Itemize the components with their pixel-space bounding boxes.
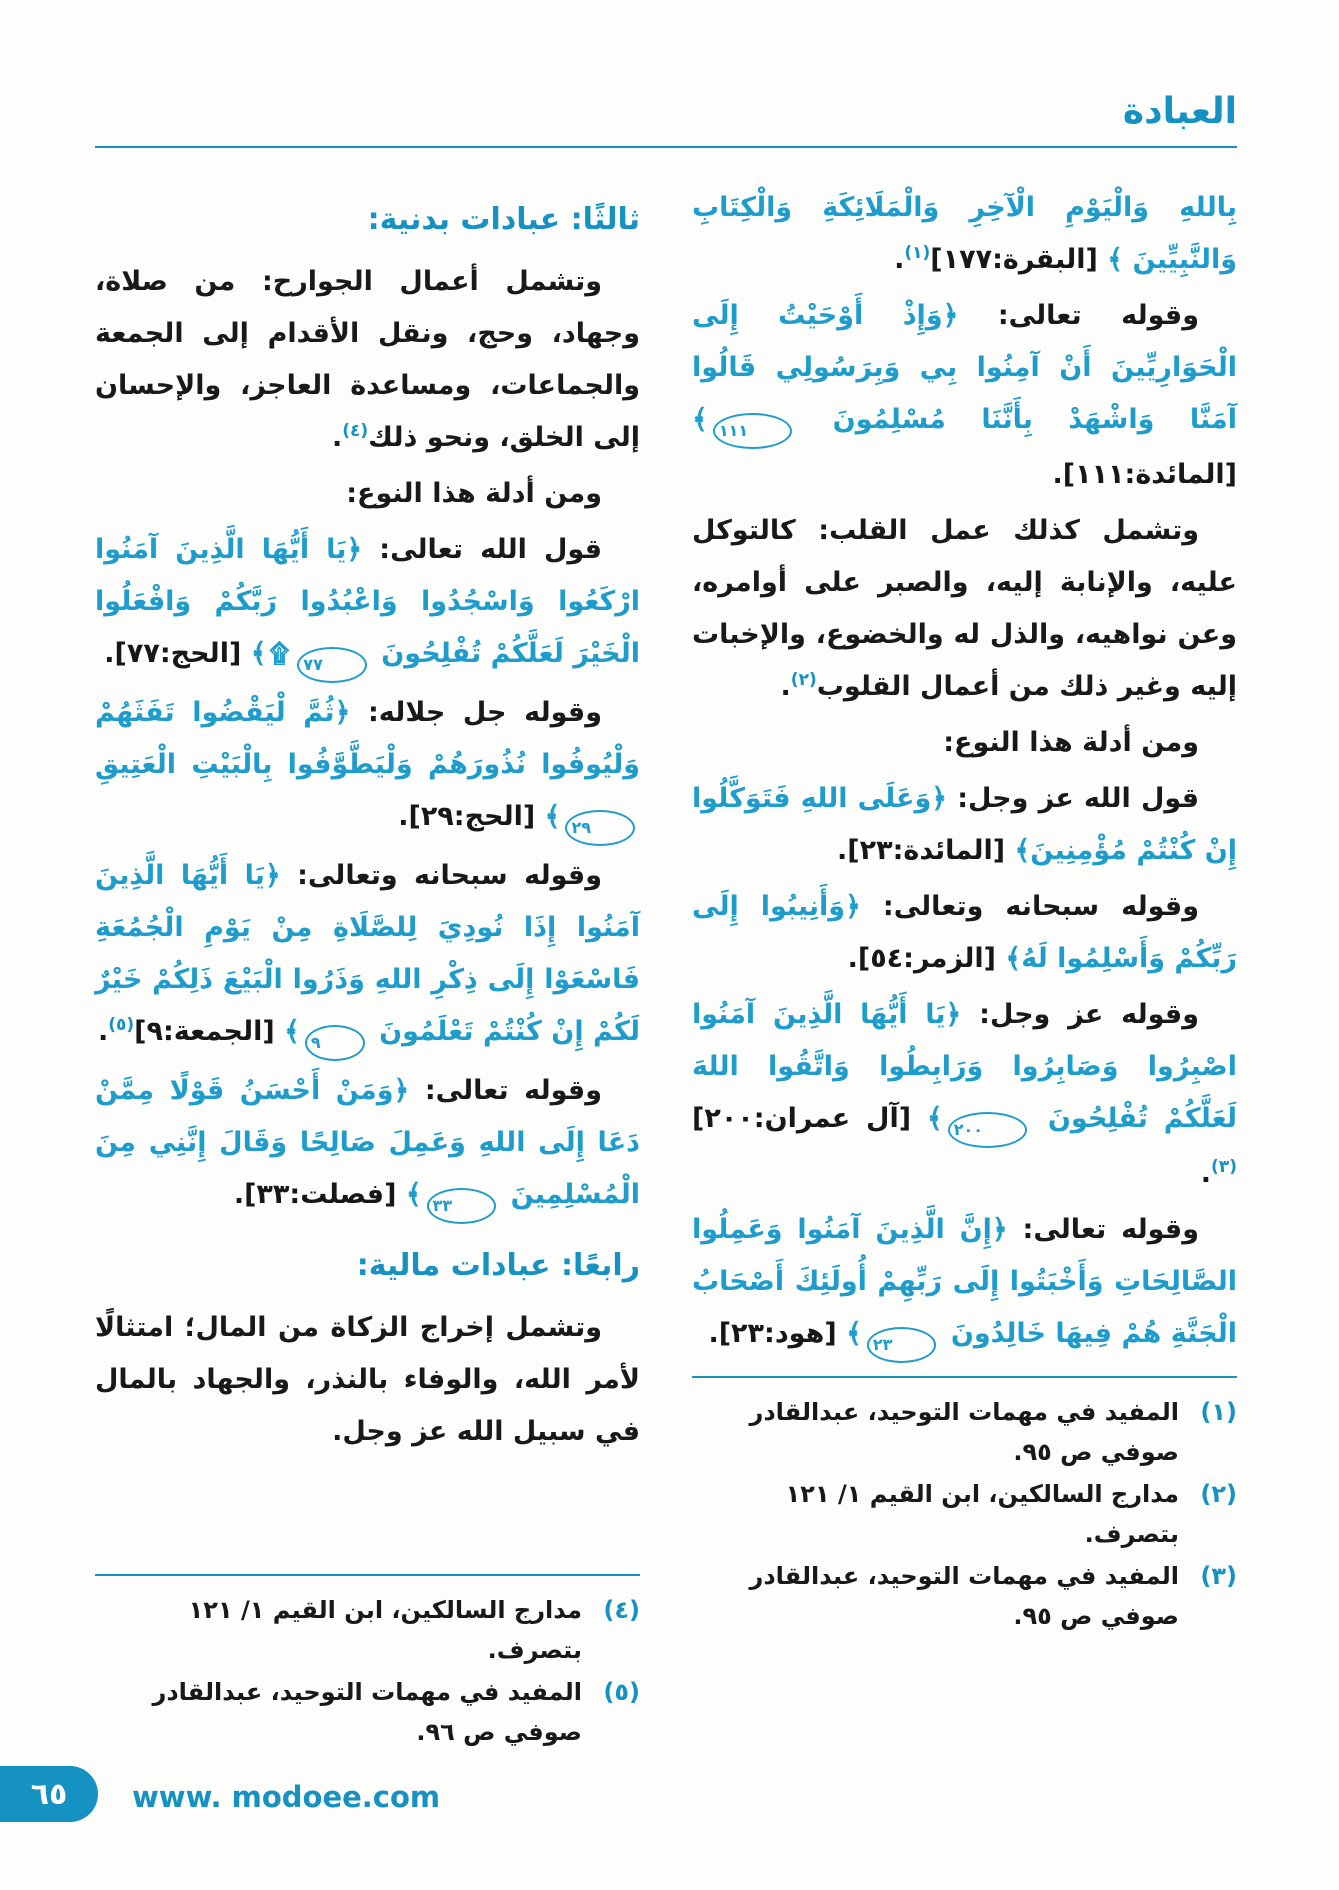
footnote-text: المفيد في مهمات التوحيد، عبدالقادر صوفي ص ٩٦. (152, 1678, 582, 1746)
quran-close-bracket: ﴾ (250, 638, 267, 669)
quran-text: بِاللهِ وَالْيَوْمِ الْآخِرِ وَالْمَلَائِكَةِ وَالْكِتَابِ وَالنَّبِيِّينَ ﴾ (692, 192, 1237, 275)
quran-text: ﴿وَعَلَى اللهِ فَتَوَكَّلُوا إِنْ كُنْتُمْ مُؤْمِنِينَ﴾ (692, 783, 1237, 866)
ayah-number-medallion: ٣٣ (427, 1188, 497, 1224)
website-link[interactable]: www. modoee.com (132, 1780, 441, 1814)
verse-reference: [هود:٢٣]. (708, 1318, 847, 1349)
verse-reference: [المائدة:١١١]. (1052, 459, 1237, 490)
period: . (1200, 1158, 1212, 1189)
quran-close-bracket: ﴾ (926, 1103, 943, 1134)
body-paragraph (692, 717, 1237, 769)
footnote-number: (٥) (603, 1678, 640, 1706)
footnote-marker: (٣) (1211, 1157, 1237, 1177)
verse-reference: [الحج:٢٩]. (398, 801, 545, 832)
ayah-number-medallion: ٢٣ (867, 1327, 937, 1363)
footnote-text: المفيد في مهمات التوحيد، عبدالقادر صوفي ص ٩٥. (749, 1398, 1179, 1466)
body-paragraph (692, 505, 1237, 713)
body-text: ومن أدلة هذا النوع: (346, 478, 602, 509)
section-heading-financial-worship: رابعًا: عبادات مالية: (356, 1248, 640, 1283)
verse-intro: وقوله تعالى: (1007, 1214, 1199, 1245)
footnote (95, 1672, 640, 1752)
page-header-title: العبادة (1122, 91, 1237, 132)
verse-intro: قول الله تعالى: (362, 534, 602, 565)
footnote-number: (٣) (1200, 1562, 1237, 1590)
quran-text: ﴿ثُمَّ لْيَقْضُوا تَفَثَهُمْ وَلْيُوفُوا نُذُورَهُمْ وَلْيَطَّوَّفُوا بِالْبَيْتِ الْعَتِيقِ (95, 697, 640, 780)
verse-intro: وقوله سبحانه وتعالى: (860, 891, 1199, 922)
ayah-number-medallion: ٧٧ (297, 647, 367, 683)
verse-intro: قول الله عز وجل: (947, 783, 1199, 814)
verse-intro: وقوله جل جلاله: (350, 697, 602, 728)
verse-reference: [آل عمران:٢٠٠] (692, 1103, 927, 1134)
body-text: ومن أدلة هذا النوع: (943, 727, 1199, 758)
verse-paragraph (95, 1065, 640, 1224)
body-text: وتشمل كذلك عمل القلب: كالتوكل عليه، والإنابة إليه، والصبر على أوامره، وعن نواهيه، والذل له والخضوع، والإخبات إليه وغير ذلك من أعمال القلوب (692, 515, 1237, 702)
quran-close-bracket: ﴾ (284, 1016, 300, 1047)
verse-intro: وقوله عز وجل: (961, 999, 1199, 1030)
footnote-number: (٤) (603, 1596, 640, 1624)
verse-paragraph (692, 290, 1237, 501)
page-number-badge: ٦٥ (0, 1766, 98, 1822)
ayah-number-medallion: ١١١ (713, 413, 792, 449)
quran-text: ﴿وَمَنْ أَحْسَنُ قَوْلًا مِمَّنْ دَعَا إِلَى اللهِ وَعَمِلَ صَالِحًا وَقَالَ إِنَّنِي مِنَ الْمُسْلِمِينَ (95, 1075, 640, 1210)
ayah-number-medallion: ٢٠٠ (948, 1112, 1027, 1148)
verse-reference: [البقرة:١٧٧] (930, 244, 1108, 275)
verse-paragraph (95, 850, 640, 1061)
verse-paragraph (692, 773, 1237, 877)
right-column (692, 182, 1237, 1754)
body-paragraph (95, 256, 640, 464)
footnotes-section (95, 1574, 640, 1754)
footnote-number: (٢) (1200, 1480, 1237, 1508)
header-divider (95, 146, 1237, 148)
quran-close-bracket: ﴾ (692, 404, 708, 435)
quran-text: ﴿وَأَنِيبُوا إِلَى رَبِّكُمْ وَأَسْلِمُوا لَهُ﴾ (692, 891, 1237, 974)
verse-reference: [الجمعة:٩] (134, 1016, 285, 1047)
verse-reference: [فصلت:٣٣]. (233, 1179, 406, 1210)
period: . (780, 671, 791, 702)
period: . (97, 1016, 109, 1047)
footnote (95, 1590, 640, 1670)
quran-text: ﴿إِنَّ الَّذِينَ آمَنُوا وَعَمِلُوا الصَّالِحَاتِ وَأَخْبَتُوا إِلَى رَبِّهِمْ أُولَئِكَ أَصْحَابُ الْجَنَّةِ هُمْ فِيهَا خَالِدُونَ (692, 1214, 1237, 1349)
quran-text: ﴿يَا أَيُّهَا الَّذِينَ آمَنُوا إِذَا نُودِيَ لِلصَّلَاةِ مِنْ يَوْمِ الْجُمُعَةِ فَاسْعَوْا إِلَى ذِكْرِ اللهِ وَذَرُوا الْبَيْعَ ذَلِكُمْ خَيْرٌ لَكُمْ إِنْ كُنْتُمْ تَعْلَمُونَ (95, 860, 640, 1047)
quran-text: ﴿يَا أَيُّهَا الَّذِينَ آمَنُوا اصْبِرُوا وَصَابِرُوا وَرَابِطُوا وَاتَّقُوا اللهَ لَعَلَّكُمْ تُفْلِحُونَ (692, 999, 1237, 1134)
verse-reference: [الزمر:٥٤]. (847, 943, 1006, 974)
body-paragraph (95, 1302, 640, 1458)
period: . (894, 244, 905, 275)
footnote-text: مدارج السالكين، ابن القيم ١/ ١٢١ بتصرف. (188, 1596, 582, 1664)
verse-reference: [الحج:٧٧]. (104, 638, 251, 669)
left-column (95, 182, 640, 1754)
verse-reference: [المائدة:٢٣]. (837, 835, 1015, 866)
quran-close-bracket: ﴾ (846, 1318, 862, 1349)
section-heading-bodily-worship: ثالثًا: عبادات بدنية: (367, 202, 640, 237)
verse-paragraph (692, 1204, 1237, 1363)
footnote (692, 1392, 1237, 1472)
footnote (692, 1474, 1237, 1554)
footnote-text: المفيد في مهمات التوحيد، عبدالقادر صوفي ص ٩٥. (749, 1562, 1179, 1630)
body-paragraph (95, 468, 640, 520)
footnote-marker: (٢) (790, 670, 817, 690)
body-text: وتشمل إخراج الزكاة من المال؛ امتثالًا لأمر الله، والوفاء بالنذر، والجهاد بالمال في سبيل الله عز وجل. (95, 1312, 640, 1447)
period: . (331, 422, 343, 453)
quran-text: ﴿يَا أَيُّهَا الَّذِينَ آمَنُوا ارْكَعُوا وَاسْجُدُوا وَاعْبُدُوا رَبَّكُمْ وَافْعَلُوا الْخَيْرَ لَعَلَّكُمْ تُفْلِحُونَ (95, 534, 640, 669)
footnote-marker: (٥) (108, 1015, 135, 1035)
footnote (692, 1556, 1237, 1636)
verse-intro: وقوله تعالى: (409, 1075, 602, 1106)
verse-paragraph (95, 524, 640, 683)
two-column-layout (95, 182, 1237, 1754)
ayah-number-medallion: ٢٩ (565, 810, 635, 846)
verse-intro: وقوله سبحانه وتعالى: (280, 860, 602, 891)
body-text: وتشمل أعمال الجوارح: من صلاة، وجهاد، وحج، ونقل الأقدام إلى الجمعة والجماعات، ومساعدة العاجز، والإحسان إلى الخلق، ونحو ذلك (95, 266, 640, 453)
sajdah-icon: ۩ (269, 639, 290, 669)
quran-close-bracket: ﴾ (544, 801, 561, 832)
footnote-text: مدارج السالكين، ابن القيم ١/ ١٢١ بتصرف. (785, 1480, 1179, 1548)
quran-text: ﴿وَإِذْ أَوْحَيْتُ إِلَى الْحَوَارِيِّينَ أَنْ آمِنُوا بِي وَبِرَسُولِي قَالُوا آمَنَّا وَاشْهَدْ بِأَنَّنَا مُسْلِمُونَ (692, 300, 1237, 435)
footnote-marker: (١) (904, 243, 931, 263)
verse-intro: وقوله تعالى: (958, 300, 1199, 331)
quran-close-bracket: ﴾ (405, 1179, 422, 1210)
footnotes-section (692, 1376, 1237, 1638)
verse-paragraph (692, 881, 1237, 985)
verse-continuation-paragraph (692, 182, 1237, 286)
page-header (95, 90, 1237, 148)
footnote-number: (١) (1200, 1398, 1237, 1426)
footnote-marker: (٤) (342, 421, 369, 441)
verse-paragraph (692, 989, 1237, 1200)
verse-paragraph (95, 687, 640, 846)
ayah-number-medallion: ٩ (305, 1025, 365, 1061)
